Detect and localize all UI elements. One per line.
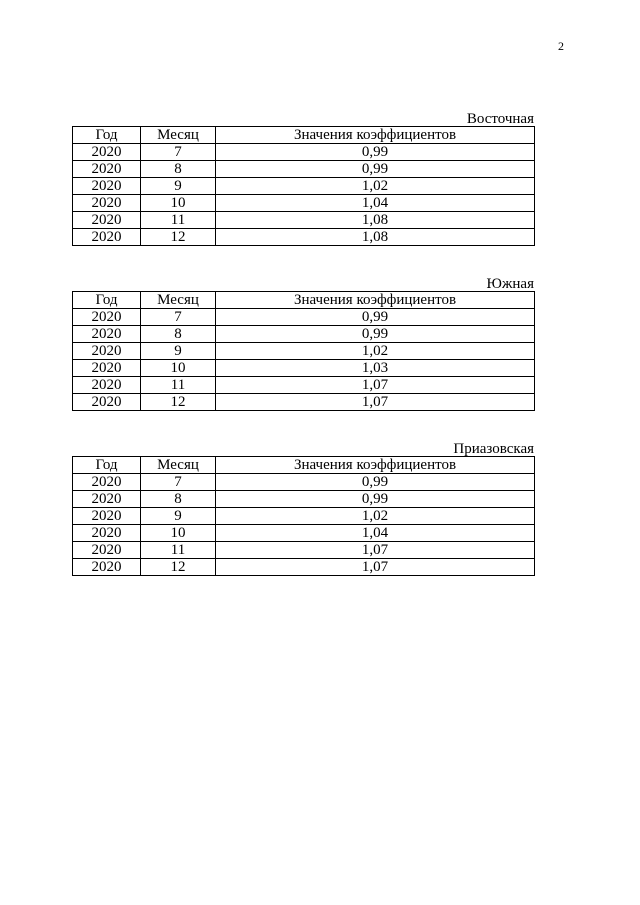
table-header-row <box>73 292 535 309</box>
cell-month: 9 <box>141 178 216 195</box>
section-title: Приазовская <box>453 441 534 457</box>
cell-month: 11 <box>141 377 216 394</box>
cell-month: 11 <box>141 542 216 559</box>
cell-year: 2020 <box>73 491 141 508</box>
cell-month: 7 <box>141 309 216 326</box>
cell-value: 0,99 <box>216 144 535 161</box>
header-value: Значения коэффициентов <box>216 292 535 309</box>
cell-value: 1,02 <box>216 343 535 360</box>
cell-value: 1,03 <box>216 360 535 377</box>
cell-year: 2020 <box>73 377 141 394</box>
header-month: Месяц <box>141 292 216 309</box>
table-row <box>73 474 535 491</box>
cell-month: 8 <box>141 326 216 343</box>
cell-year: 2020 <box>73 474 141 491</box>
cell-value: 0,99 <box>216 474 535 491</box>
cell-year: 2020 <box>73 360 141 377</box>
table-row <box>73 144 535 161</box>
cell-year: 2020 <box>73 542 141 559</box>
cell-year: 2020 <box>73 525 141 542</box>
cell-value: 1,07 <box>216 559 535 576</box>
cell-value: 0,99 <box>216 326 535 343</box>
cell-value: 1,08 <box>216 212 535 229</box>
table-row <box>73 195 535 212</box>
cell-month: 12 <box>141 394 216 411</box>
header-value: Значения коэффициентов <box>216 127 535 144</box>
cell-year: 2020 <box>73 394 141 411</box>
cell-year: 2020 <box>73 195 141 212</box>
cell-month: 9 <box>141 508 216 525</box>
cell-year: 2020 <box>73 508 141 525</box>
cell-year: 2020 <box>73 326 141 343</box>
cell-month: 10 <box>141 195 216 212</box>
cell-year: 2020 <box>73 229 141 246</box>
section-yuzhnaya <box>72 276 534 411</box>
header-month: Месяц <box>141 127 216 144</box>
cell-year: 2020 <box>73 161 141 178</box>
cell-month: 11 <box>141 212 216 229</box>
cell-value: 1,02 <box>216 178 535 195</box>
cell-year: 2020 <box>73 212 141 229</box>
cell-value: 1,07 <box>216 542 535 559</box>
table-header-row <box>73 457 535 474</box>
cell-year: 2020 <box>73 144 141 161</box>
cell-month: 7 <box>141 474 216 491</box>
section-vostochnaya <box>72 111 534 246</box>
coefficients-table <box>72 456 535 576</box>
cell-value: 0,99 <box>216 491 535 508</box>
cell-month: 12 <box>141 559 216 576</box>
cell-year: 2020 <box>73 178 141 195</box>
cell-month: 12 <box>141 229 216 246</box>
table-row <box>73 178 535 195</box>
cell-month: 7 <box>141 144 216 161</box>
header-month: Месяц <box>141 457 216 474</box>
table-row <box>73 343 535 360</box>
table-row <box>73 309 535 326</box>
table-row <box>73 360 535 377</box>
table-row <box>73 377 535 394</box>
table-row <box>73 161 535 178</box>
cell-value: 1,04 <box>216 195 535 212</box>
coefficients-table <box>72 126 535 246</box>
cell-value: 0,99 <box>216 161 535 178</box>
table-row <box>73 559 535 576</box>
section-title: Восточная <box>466 111 534 127</box>
table-row <box>73 326 535 343</box>
table-row <box>73 542 535 559</box>
cell-value: 0,99 <box>216 309 535 326</box>
cell-month: 8 <box>141 161 216 178</box>
page-number: 2 <box>558 39 564 53</box>
cell-value: 1,02 <box>216 508 535 525</box>
cell-month: 8 <box>141 491 216 508</box>
section-priazovskaya <box>72 441 534 576</box>
cell-value: 1,04 <box>216 525 535 542</box>
header-year: Год <box>73 292 141 309</box>
header-year: Год <box>73 127 141 144</box>
table-row <box>73 229 535 246</box>
header-value: Значения коэффициентов <box>216 457 535 474</box>
cell-year: 2020 <box>73 309 141 326</box>
table-row <box>73 508 535 525</box>
coefficients-table <box>72 291 535 411</box>
section-title: Южная <box>486 276 534 292</box>
table-row <box>73 212 535 229</box>
cell-value: 1,08 <box>216 229 535 246</box>
cell-month: 9 <box>141 343 216 360</box>
table-row <box>73 525 535 542</box>
table-row <box>73 394 535 411</box>
table-row <box>73 491 535 508</box>
table-header-row <box>73 127 535 144</box>
header-year: Год <box>73 457 141 474</box>
cell-year: 2020 <box>73 559 141 576</box>
cell-value: 1,07 <box>216 394 535 411</box>
cell-month: 10 <box>141 360 216 377</box>
cell-month: 10 <box>141 525 216 542</box>
cell-year: 2020 <box>73 343 141 360</box>
cell-value: 1,07 <box>216 377 535 394</box>
